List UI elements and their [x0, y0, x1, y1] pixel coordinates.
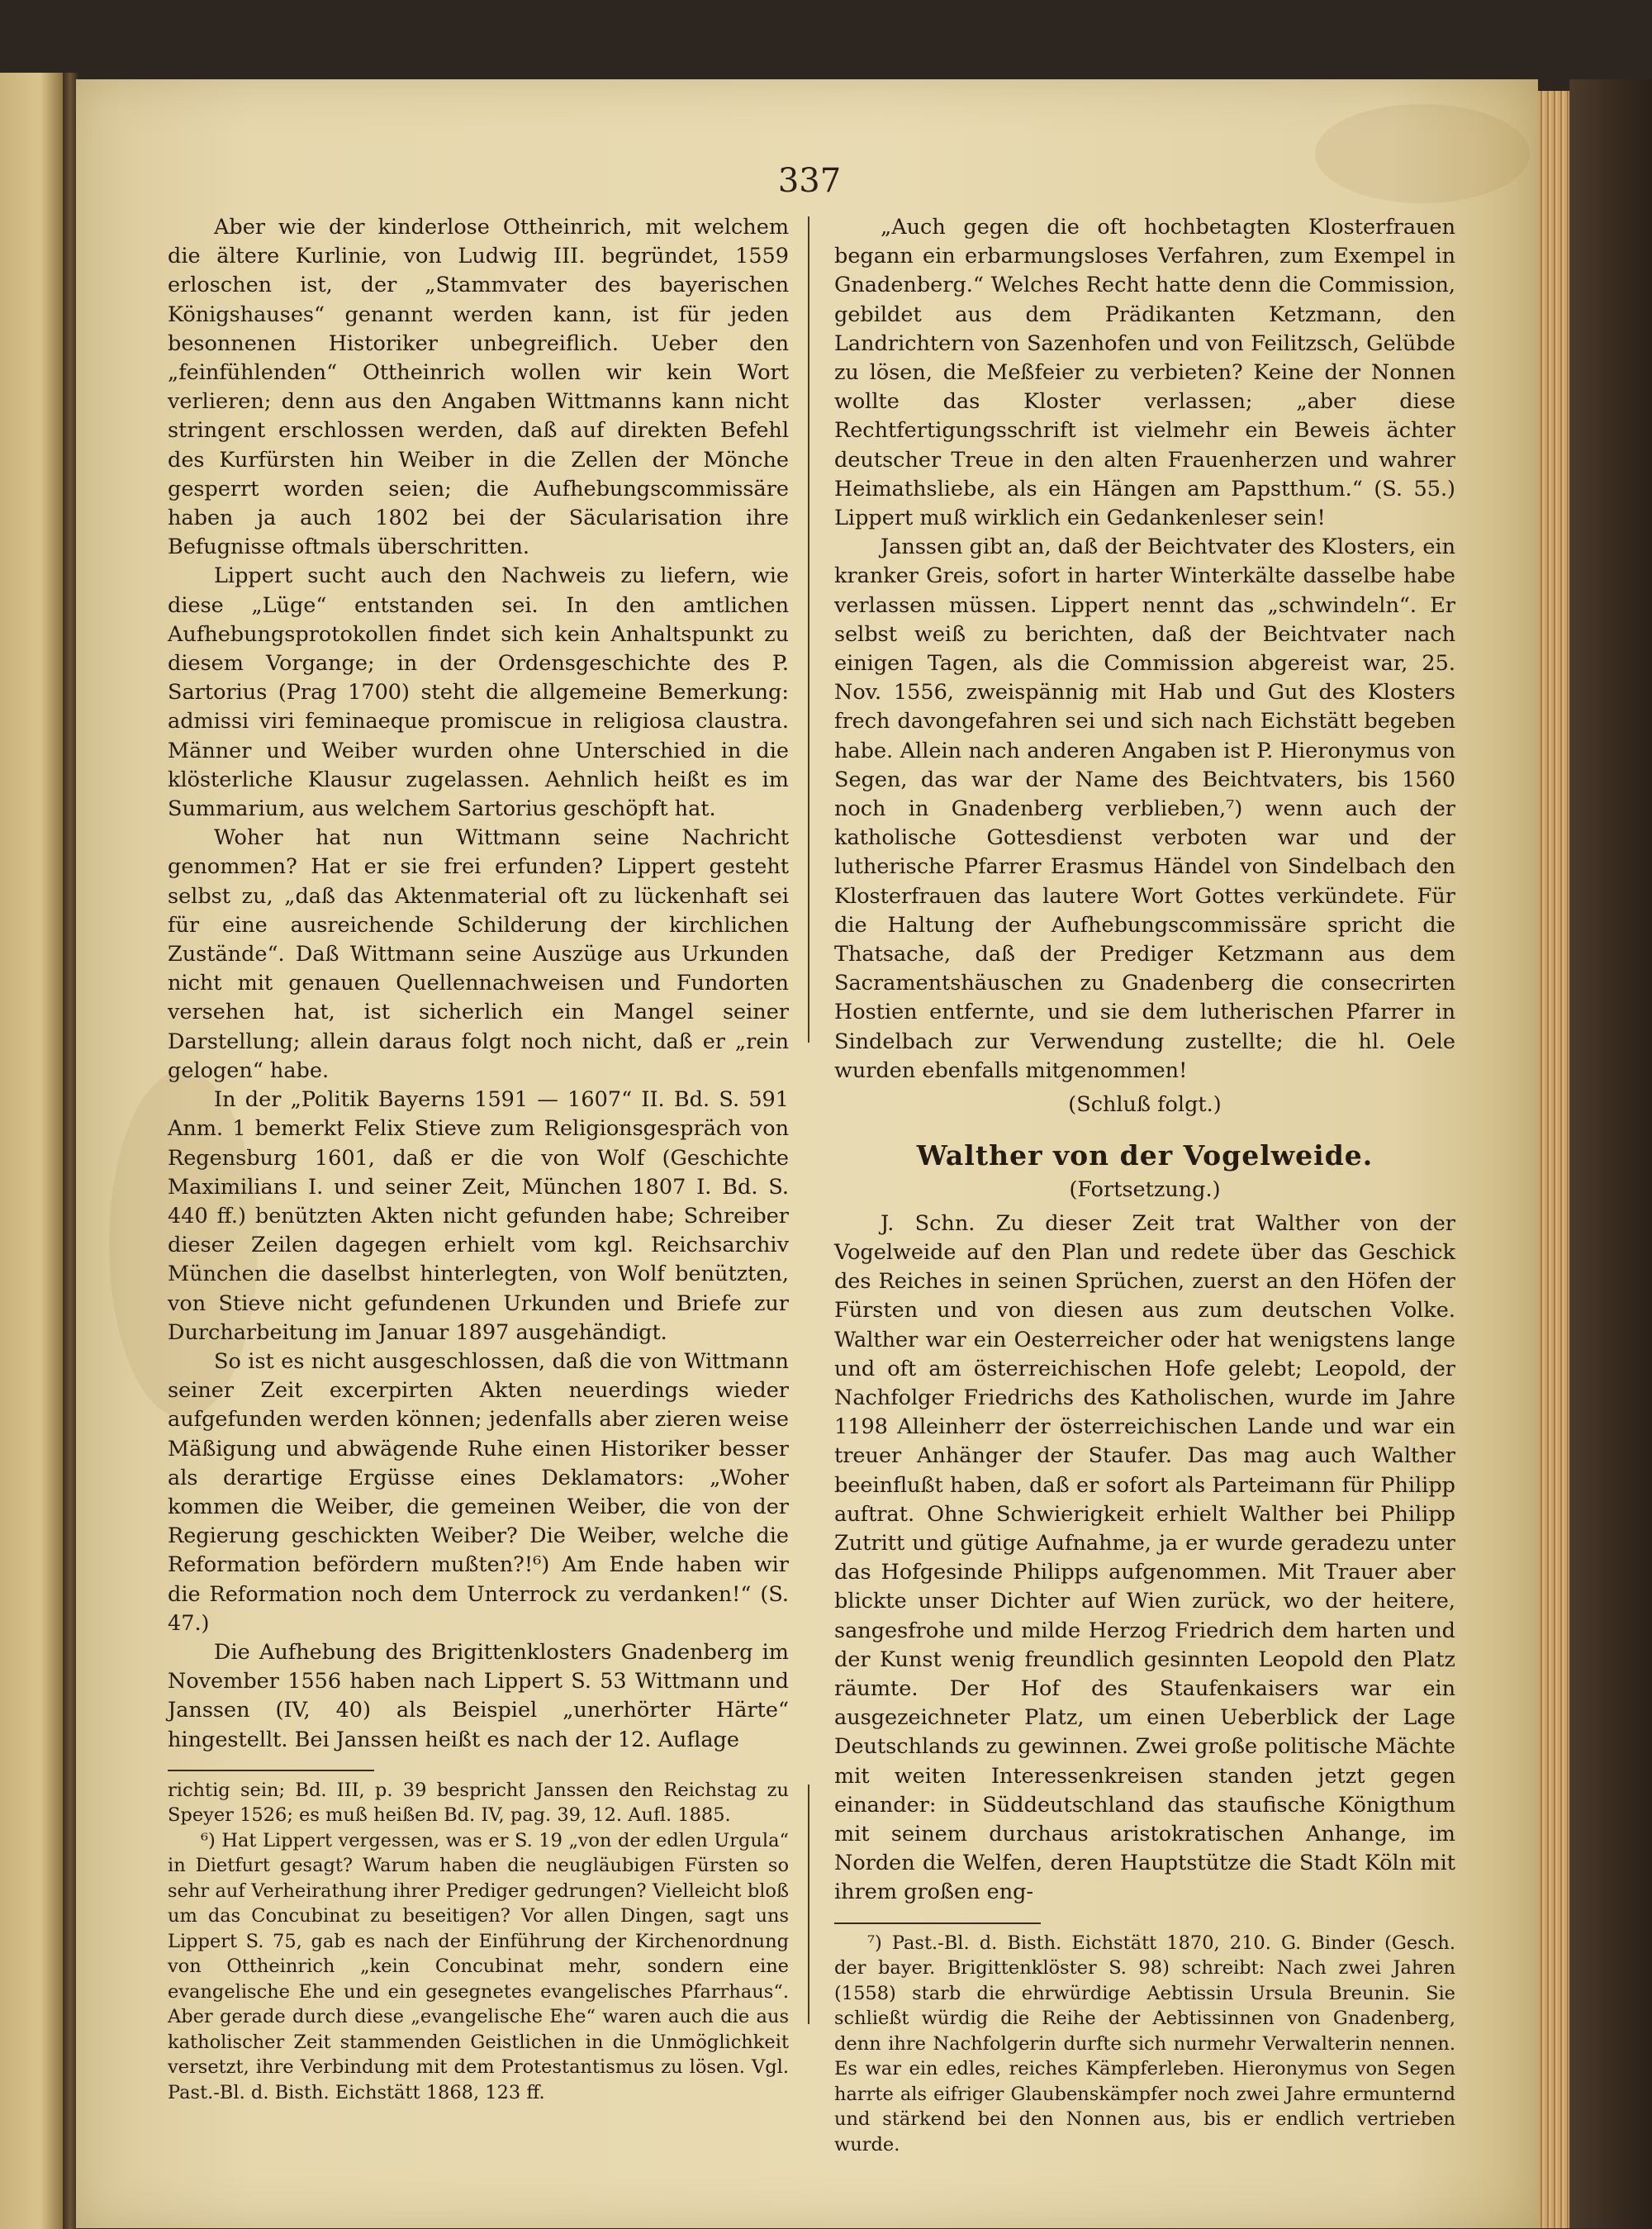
paragraph: Lippert sucht auch den Nachweis zu liefern, wie diese „Lüge“ entstanden sei. In den amtlichen Aufhebungsprotokollen findet sich kein Anhaltspunkt zu diesem Vorgange; in der Ordensgeschichte des P. Sartorius (Prag 1700) steht die allgemeine Bemerkung: admissi viri feminaeque promiscue in religiosa claustra. Männer und Weiber wurden ohne Unterschied in die klösterliche Klausur zugelassen. Aehnlich heißt es im Summarium, aus welchem Sartorius geschöpft hat. — [168, 563, 789, 822]
column-divider — [808, 216, 809, 1043]
footnote: ⁶) Hat Lippert vergessen, was er S. 19 „von der edlen Urgula“ in Dietfurt gesagt? Warum haben die neugläubigen Fürsten so sehr auf Verheirathung ihrer Prediger gedrungen? Vielleicht bloß um das Concubinat zu beseitigen? Vor allen Dingen, sagt uns Lippert S. 75, gab es nach der Einführung der Kirchenordnung von Ottheinrich „kein Concubinat mehr, sondern eine evangelische Ehe und ein gesegnetes evangelisches Pfarrhaus“. Aber gerade durch diese „evangelische Ehe“ waren auch die aus katholischer Zeit stammenden Geistlichen in die Unmöglichkeit versetzt, ihre Verbindung mit dem Protestantismus zu lösen. Vgl. Past.-Bl. d. Bisth. Eichstätt 1868, 123 ff. — [168, 1829, 789, 2103]
left-column — [168, 213, 789, 2105]
paragraph: „Auch gegen die oft hochbetagten Klosterfrauen begann ein erbarmungsloses Verfahren, zum Exempel in Gnadenberg.“ Welches Recht hatte denn die Commission, gebildet aus dem Prädikanten Ketzmann, den Landrichtern von Sazenhofen und von Feilitzsch, Gelübde zu lösen, die Meßfeier zu verbieten? Keine der Nonnen wollte das Kloster verlassen; „aber diese Rechtfertigungsschrift ist vielmehr ein Beweis ächter deutscher Treue in den alten Frauenherzen und wahrer Heimathsliebe, als ein Hängen am Papstthum.“ (S. 55.) Lippert muß wirklich ein Gedankenleser sein! — [834, 215, 1455, 531]
left-page-edge — [0, 73, 73, 2229]
footnote-rule — [834, 1922, 1041, 1924]
paragraph: J. Schn. Zu dieser Zeit trat Walther von der Vogelweide auf den Plan und redete über das Geschick des Reiches in seinen Sprüchen, zuerst an den Höfen der Fürsten und von diesen aus zum deutschen Volke. Walther war ein Oesterreicher oder hat wenigstens lange und oft am österreichischen Hofe gelebt; Leopold, der Nachfolger Friedrichs des Katholischen, wurde im Jahre 1198 Alleinherr der österreichischen Lande und war ein treuer Anhänger der Staufer. Das mag auch Walther beeinflußt haben, daß er sofort als Parteimann für Philipp auftrat. Ohne Schwierigkeit erhielt Walther bei Philipp Zutritt und gütige Aufnahme, ja er wurde geradezu unter das Hofgesinde Philipps aufgenommen. Mit Trauer aber blickte unser Dichter auf Wien zurück, wo der heitere, sangesfrohe und milde Herzog Friedrich dem harten und der Kunst wenig freundlich gesinnten Leopold den Platz räumte. Der Hof des Staufenkaisers war ein ausgezeichneter Platz, um einen Ueberblick der Lage Deutschlands zu gewinnen. Zwei große politische Mächte mit weiten Interessenkreisen standen jetzt gegen einander: in Süddeutschland das staufische Königthum mit seinem durchaus aristokratischen Anhange, im Norden die Welfen, deren Hauptstütze die Stadt Köln mit ihrem großen eng- — [834, 1210, 1455, 1905]
paper-stain — [1315, 104, 1530, 203]
paragraph: In der „Politik Bayerns 1591 — 1607“ II. Bd. S. 591 Anm. 1 bemerkt Felix Stieve zum Religionsgespräch von Regensburg 1601, daß er die von Wolf (Geschichte Maximilians I. und seiner Zeit, München 1807 I. Bd. S. 440 ff.) benützten Akten nicht gefunden habe; Schreiber dieser Zeilen dagegen erhielt vom kgl. Reichsarchiv München die daselbst hinterlegten, von Wolf benützten, von Stieve nicht gefundenen Urkunden und Briefe zur Durcharbeitung im Januar 1897 ausgehändigt. — [168, 1087, 789, 1345]
book-cover — [1569, 79, 1652, 2228]
right-column — [834, 213, 1455, 2157]
paragraph: Aber wie der kinderlose Ottheinrich, mit welchem die ältere Kurlinie, von Ludwig III. begründet, 1559 erloschen ist, der „Stammvater des bayerischen Königshauses“ genannt werden kann, ist für jeden besonnenen Historiker unbegreiflich. Ueber den „feinfühlenden“ Ottheinrich wollen wir kein Wort verlieren; denn aus den Angaben Wittmanns kann nicht stringent erschlossen werden, daß auf direkten Befehl des Kurfürsten hin Weiber in die Zellen der Mönche gesperrt worden seien; die Aufhebungscommissäre haben ja auch 1802 bei der Säcularisation ihre Befugnisse oftmals überschritten. — [168, 215, 789, 560]
column-divider — [808, 1785, 809, 2024]
footnote: richtig sein; Bd. III, p. 39 bespricht Janssen den Reichstag zu Speyer 1526; es muß heißen Bd. IV, pag. 39, 12. Aufl. 1885. — [168, 1779, 789, 1827]
paragraph: Woher hat nun Wittmann seine Nachricht genommen? Hat er sie frei erfunden? Lippert gesteht selbst zu, „daß das Aktenmaterial oft zu lückenhaft sei für eine ausreichende Schilderung der kirchlichen Zustände“. Daß Wittmann seine Auszüge aus Urkunden nicht mit genauen Quellennachweisen und Fundorten versehen hat, ist sicherlich ein Mangel seiner Darstellung; allein daraus folgt noch nicht, daß er „rein gelogen“ habe. — [168, 825, 789, 1083]
page-number: 337 — [777, 162, 842, 200]
article-subheading: (Fortsetzung.) — [1069, 1176, 1221, 1202]
continuation-note: (Schluß folgt.) — [1068, 1092, 1222, 1118]
article-heading: Walther von der Vogelweide. — [916, 1139, 1374, 1172]
page-block-edge — [1538, 91, 1569, 2228]
footnote: ⁷) Past.-Bl. d. Bisth. Eichstätt 1870, 210. G. Binder (Gesch. der bayer. Brigittenklöster S. 98) schreibt: Nach zwei Jahren (1558) starb die ehrwürdige Aebtissin Ursula Breunin. Sie schließt würdig die Reihe der Aebtissinnen von Gnadenberg, denn ihre Nachfolgerin durfte sich nurmehr Verwalterin nennen. Es war ein edles, reiches Kämpferleben. Hieronymus von Segen harrte als eifriger Glaubenskämpfer noch zwei Jahre ermunternd und stärkend bei den Nonnen aus, bis er endlich vertrieben wurde. — [834, 1932, 1455, 2155]
footnote-rule — [168, 1770, 374, 1771]
paragraph: Die Aufhebung des Brigittenklosters Gnadenberg im November 1556 haben nach Lippert S. 53 Wittmann und Janssen (IV, 40) als Beispiel „unerhörter Härte“ hingestellt. Bei Janssen heißt es nach der 12. Auflage — [168, 1639, 789, 1752]
paragraph: So ist es nicht ausgeschlossen, daß die von Wittmann seiner Zeit excerpirten Akten neuerdings wieder aufgefunden werden können; jedenfalls aber zieren weise Mäßigung und abwägende Ruhe einen Historiker besser als derartige Ergüsse eines Deklamators: „Woher kommen die Weiber, die gemeinen Weiber, die von der Regierung geschickten Weiber? Die Weiber, welche die Reformation befördern mußten?!⁶) Am Ende haben wir die Reformation noch dem Unterrock zu verdanken!“ (S. 47.) — [168, 1348, 789, 1636]
paragraph: Janssen gibt an, daß der Beichtvater des Klosters, ein kranker Greis, sofort in harter Winterkälte dasselbe habe verlassen müssen. Lippert nennt das „schwindeln“. Er selbst weiß zu berichten, daß der Beichtvater nach einigen Tagen, als die Commission abgereist war, 25. Nov. 1556, zweispännig mit Hab und Gut des Klosters frech davongefahren sei und sich nach Eichstätt begeben habe. Allein nach anderen Angaben ist P. Hieronymus von Segen, das war der Name des Beichtvaters, bis 1560 noch in Gnadenberg verblieben,⁷) wenn auch der katholische Gottesdienst verboten war und der lutherische Pfarrer Erasmus Händel von Sindelbach den Klosterfrauen das lautere Wort Gottes verkündete. Für die Haltung der Aufhebungscommissäre spricht die Thatsache, daß der Prediger Ketzmann aus dem Sacramentshäuschen zu Gnadenberg die consecrirten Hostien entfernte, und sie dem lutherischen Pfarrer in Sindelbach zur Verwendung zustellte; die hl. Oele wurden ebenfalls mitgenommen! — [834, 535, 1455, 1083]
